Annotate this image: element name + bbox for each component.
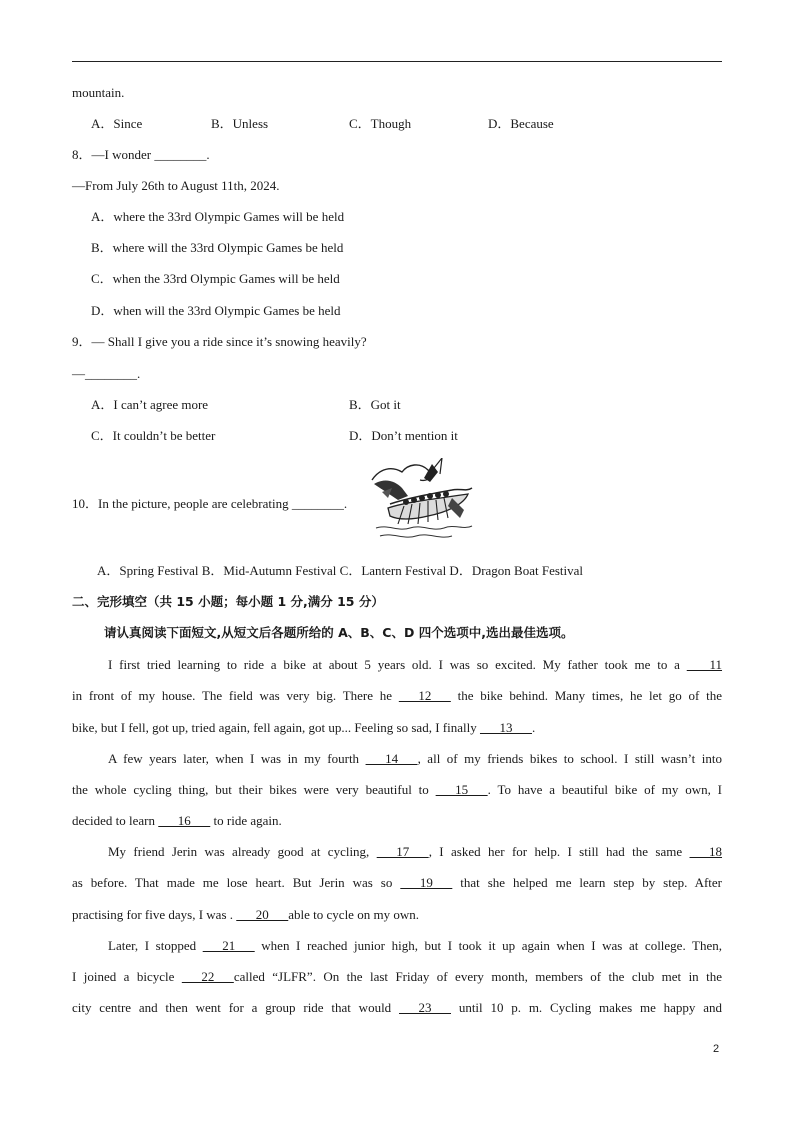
passage-text: able to cycle on my own. <box>288 907 419 922</box>
passage-text: city centre and then went for a group ride that would <box>72 1000 392 1015</box>
passage-text: the bike behind. Many times, he let go of the <box>457 688 722 703</box>
blank-13: 13 <box>479 720 532 735</box>
passage-text: decided to learn <box>72 813 156 828</box>
q8-option-d[interactable]: D．when will the 33rd Olympic Games be held <box>91 303 341 318</box>
blank-16: 16 <box>158 813 211 828</box>
passage-line <box>72 813 282 829</box>
q9-option-d[interactable]: D．Don’t mention it <box>349 428 458 443</box>
blank-11: 11 <box>686 657 723 672</box>
passage-line <box>72 720 535 736</box>
blank-23: 23 <box>399 1000 451 1015</box>
previous-question-tail: mountain. <box>72 85 125 100</box>
q8-option-c[interactable]: C．when the 33rd Olympic Games will be held <box>91 271 340 286</box>
passage-line <box>72 875 722 891</box>
q8-option-a[interactable]: A．where the 33rd Olympic Games will be held <box>91 209 345 224</box>
passage-text: A few years later, when I was in my fourth <box>108 751 360 766</box>
q8-option-b[interactable]: B．where will the 33rd Olympic Games be held <box>91 240 344 255</box>
passage-text: in front of my house. The field was very big. There he <box>72 688 393 703</box>
passage-line <box>72 844 722 860</box>
passage-text: called “JLFR”. On the last Friday of every month, members of the club met in the <box>233 969 722 984</box>
passage-text: bike, but I fell, got up, tried again, fell again, got up... Feeling so sad, I finally <box>72 720 477 735</box>
passage-line <box>72 907 419 923</box>
passage-text: Later, I stopped <box>108 938 197 953</box>
header-rule <box>72 61 722 62</box>
blank-17: 17 <box>376 844 429 859</box>
q9-option-c[interactable]: C．It couldn’t be better <box>91 428 216 443</box>
q7-option-a[interactable]: A．Since <box>91 116 143 131</box>
passage-text: to ride again. <box>213 813 282 828</box>
dragon-boat-picture <box>368 458 476 544</box>
q7-option-b[interactable]: B．Unless <box>211 116 269 131</box>
blank-19: 19 <box>400 875 453 890</box>
section-heading: 二、完形填空（共 15 小题；每小题 1 分,满分 15 分） <box>72 594 384 609</box>
passage-text: as before. That made me lose heart. But Jerin was so <box>72 875 393 890</box>
q8-stem-end: . <box>206 147 210 162</box>
passage-text: the whole cycling thing, but their bikes were very beautiful to <box>72 782 429 797</box>
q9-option-b[interactable]: B．Got it <box>349 397 401 412</box>
q10-stem: 10．In the picture, people are celebrating ________. <box>72 496 348 511</box>
q7-option-d[interactable]: D．Because <box>488 116 554 131</box>
blank-18: 18 <box>689 844 723 859</box>
passage-text: My friend Jerin was already good at cycling, <box>108 844 370 859</box>
blank-12: 12 <box>398 688 451 703</box>
passage-line <box>72 1000 722 1016</box>
passage-line <box>72 782 722 798</box>
q9-option-a[interactable]: A．I can’t agree more <box>91 397 209 412</box>
passage-text: , I asked her for help. I still had the same <box>428 844 683 859</box>
blank-15: 15 <box>435 782 488 797</box>
q8-blank: ________ <box>154 147 207 162</box>
q8-stem-text: 8．—I wonder <box>72 147 152 162</box>
section-instruction: 请认真阅读下面短文,从短文后各题所给的 A、B、C、D 四个选项中,选出最佳选项。 <box>104 625 574 640</box>
passage-line <box>72 969 722 985</box>
passage-text: when I reached junior high, but I took it up again when I was at college. Then, <box>261 938 723 953</box>
q10-options[interactable]: A．Spring Festival B．Mid-Autumn Festival C．Lantern Festival D．Dragon Boat Festival <box>97 563 584 578</box>
passage-text: , all of my friends bikes to school. I still wasn’t into <box>417 751 723 766</box>
passage-text: . To have a beautiful bike of my own, I <box>487 782 723 797</box>
passage-line <box>72 657 722 673</box>
passage-text: I joined a bicycle <box>72 969 175 984</box>
q7-option-c[interactable]: C．Though <box>349 116 412 131</box>
passage-text: I first tried learning to ride a bike at about 5 years old. I was so excited. My father took me to a <box>108 657 680 672</box>
passage-line <box>72 938 722 954</box>
blank-22: 22 <box>181 969 234 984</box>
q8-answer-line: —From July 26th to August 11th, 2024. <box>72 178 280 193</box>
passage-text: until 10 p. m. Cycling makes me happy and <box>458 1000 723 1015</box>
blank-14: 14 <box>365 751 418 766</box>
passage-text: . <box>531 720 536 735</box>
passage-line <box>72 751 722 767</box>
q8-stem <box>72 147 210 163</box>
q9-stem: 9．— Shall I give you a ride since it’s snowing heavily? <box>72 334 367 349</box>
passage-text: that she helped me learn step by step. After <box>460 875 723 890</box>
passage-line <box>72 688 722 704</box>
blank-20: 20 <box>236 907 289 922</box>
passage-text: practising for five days, I was . <box>72 907 234 922</box>
blank-21: 21 <box>202 938 255 953</box>
q9-reply-blank: —________. <box>72 366 141 381</box>
page-number: 2 <box>713 1043 720 1055</box>
